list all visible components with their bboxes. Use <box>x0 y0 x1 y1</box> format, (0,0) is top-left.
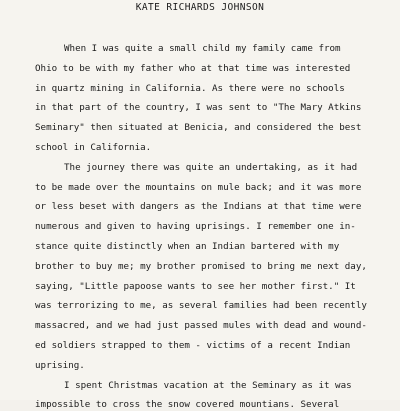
paragraph-line: brother to buy me; my brother promised to bring me next day, <box>35 260 367 272</box>
paragraph-line: ed soldiers strapped to them - victims of a recent Indian <box>35 340 351 351</box>
paragraph-line: massacred, and we had just passed mules with dead and wound- <box>35 320 367 332</box>
paragraph-line: was terrorizing to me, as several families had been recently <box>35 300 367 312</box>
document-title: KATE RICHARDS JOHNSON <box>135 2 265 13</box>
paragraph-line: in quartz mining in California. As there were no schools <box>35 82 345 94</box>
paragraph-line: to be made over the mountains on mule back; and it was more <box>35 181 362 193</box>
paragraph-line: Seminary" then situated at Benicia, and considered the best <box>35 122 362 134</box>
paragraph-line: stance quite distinctly when an Indian bartered with my <box>35 241 340 252</box>
paragraph-line: numerous and given to having uprisings. I remember one in- <box>35 221 356 233</box>
paragraph-line: When I was quite a small child my family came from <box>64 43 341 54</box>
paragraph-line: school in California. <box>35 142 152 153</box>
paragraph-line: or less beset with dangers as the Indians at that time were <box>35 201 362 213</box>
paragraph-line: saying, "Little papoose wants to see her mother first." It <box>35 280 356 292</box>
paragraph-line: The journey there was quite an undertaking, as it had <box>64 161 358 173</box>
paragraph-line: in that part of the country, I was sent to "The Mary Atkins <box>35 102 362 114</box>
paragraph-line: impossible to cross the snow covered mountians. Several <box>35 399 340 411</box>
paragraph-line: uprising. <box>35 359 85 371</box>
paragraph-line: Ohio to be with my father who at that time was interested <box>35 62 351 74</box>
paragraph-line: I spent Christmas vacation at the Seminary as it was <box>64 379 352 391</box>
